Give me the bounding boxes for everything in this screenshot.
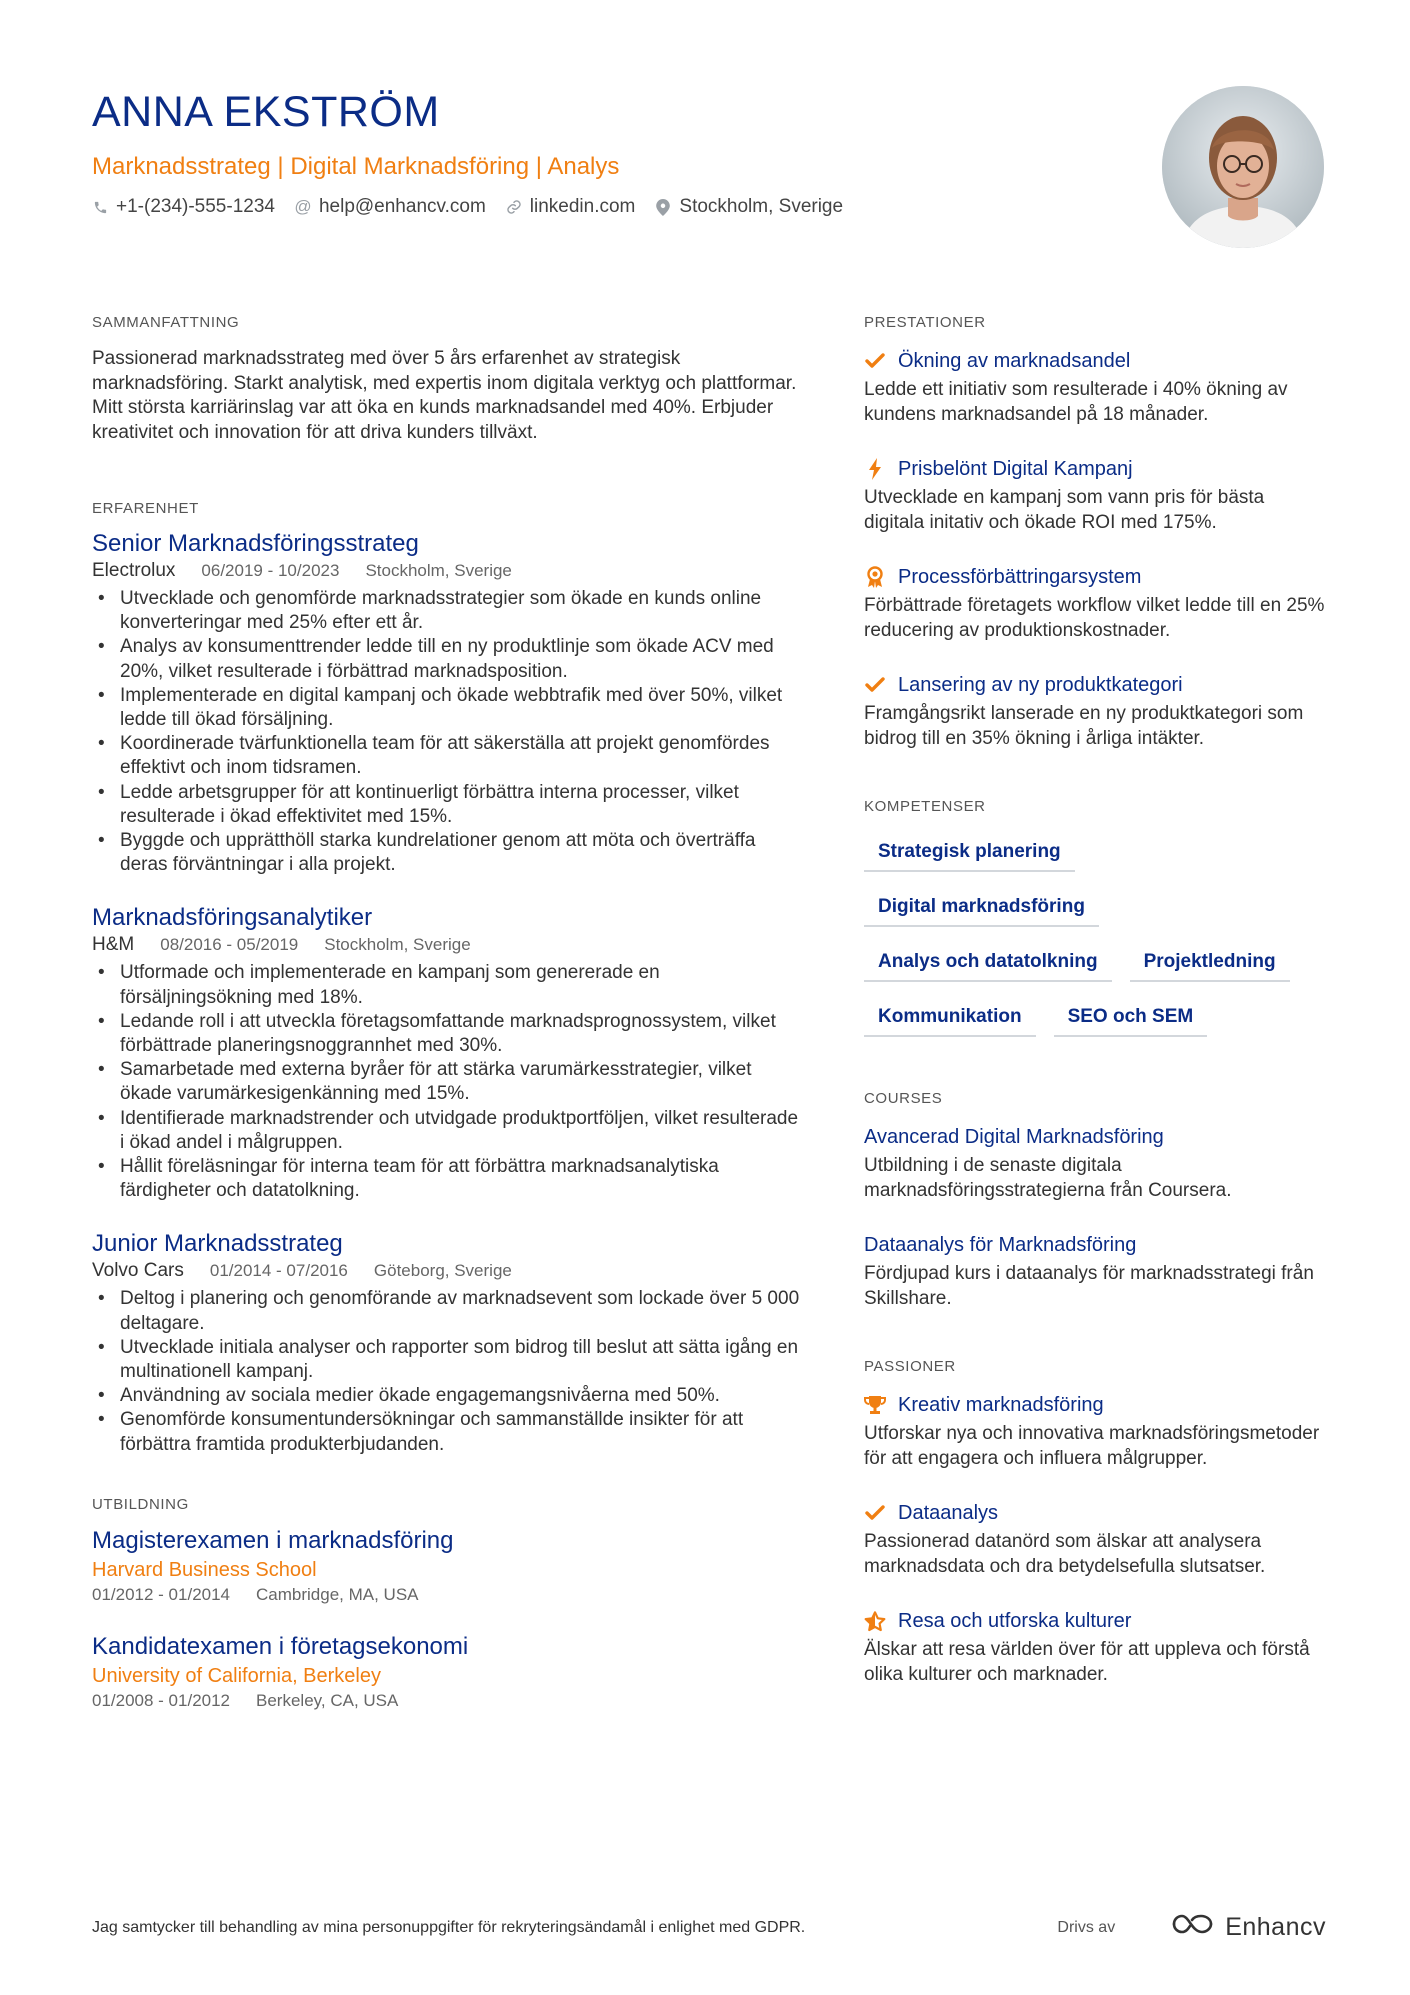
job-company: H&M <box>92 934 135 956</box>
passion-item <box>864 1391 1326 1471</box>
candidate-name: ANNA EKSTRÖM <box>92 88 440 136</box>
left-column <box>92 313 804 1737</box>
check-icon <box>864 674 886 696</box>
education-entry <box>92 1525 804 1607</box>
phone-text[interactable]: +1-(234)-555-1234 <box>116 196 275 217</box>
achievement-title: Processförbättringarsystem <box>898 566 1142 588</box>
section-title-passions: PASSIONER <box>864 1358 956 1375</box>
footer <box>92 1912 1326 1943</box>
skill-tag: Analys och datatolkning <box>864 945 1112 982</box>
school-name: Harvard Business School <box>92 1558 317 1581</box>
passion-desc: Älskar att resa världen över för att uppleva och förstå olika kulturer och marknader. <box>864 1639 1310 1685</box>
location-pin-icon <box>655 199 671 215</box>
course-desc: Utbildning i de senaste digitala marknadsföringsstrategierna från Coursera. <box>864 1155 1232 1201</box>
job-dates: 01/2014 - 07/2016 <box>209 1261 348 1281</box>
experience-entry <box>92 1229 804 1456</box>
job-bullet: • Koordinerade tvärfunktionella team för att säkerställa att projekt genomfördes effektivt och inom tidsramen. <box>92 732 804 780</box>
section-title-experience: ERFARENHET <box>92 500 199 517</box>
job-bullet: • Hållit föreläsningar för interna team för att förbättra marknadsanalytiska färdigheter och datatolkning. <box>92 1155 804 1203</box>
location-text: Stockholm, Sverige <box>679 196 844 217</box>
achievement-desc: Ledde ett initiativ som resulterade i 40% ökning av kundens marknadsandel på 18 månader. <box>864 379 1288 425</box>
job-bullet: • Ledande roll i att utveckla företagsomfattande marknadsprognossystem, vilket förbättrade planeringsnoggrannhet med 30%. <box>92 1010 804 1058</box>
skill-tag: Kommunikation <box>864 1000 1036 1037</box>
job-bullet: • Analys av konsumenttrender ledde till en ny produktlinje som ökade ACV med 20%, vilket resulterade i förbättrad marknadsposition. <box>92 635 804 683</box>
job-dates: 08/2016 - 05/2019 <box>160 935 299 955</box>
skill-tag: Projektledning <box>1130 945 1290 982</box>
job-meta <box>92 933 804 957</box>
summary-text: Passionerad marknadsstrateg med över 5 års erfarenhet av strategisk marknadsföring. Starkt analytisk, med expertis inom digitala verktyg och plattformar. Mitt största karriärinslag var att öka en kunds marknadsandel med 40%. Erbjuder kreativitet och innovation för att driva kunders tillväxt. <box>92 348 797 443</box>
course-desc: Fördjupad kurs i dataanalys för marknadsstrategi från Skillshare. <box>864 1263 1314 1309</box>
gdpr-consent: Jag samtycker till behandling av mina personuppgifter för rekryteringsändamål i enlighet med GDPR. <box>92 1918 806 1936</box>
job-location: Stockholm, Sverige <box>365 561 512 580</box>
powered-by-label: Drivs av <box>1057 1918 1116 1936</box>
job-meta <box>92 1259 804 1283</box>
achievement-desc: Förbättrade företagets workflow vilket ledde till en 25% reducering av produktionskostnader. <box>864 595 1325 641</box>
course-item <box>864 1231 1326 1311</box>
education-entry <box>92 1631 804 1713</box>
job-bullet: • Utvecklade och genomförde marknadsstrategier som ökade en kunds online konverteringar med 25% efter ett år. <box>92 587 804 635</box>
achievement-desc: Framgångsrikt lanserade en ny produktkategori som bidrog till en 35% ökning i årliga intäkter. <box>864 703 1304 749</box>
experience-entry <box>92 529 804 877</box>
achievement-desc: Utvecklade en kampanj som vann pris för bästa digitala initativ och ökade ROI med 175%. <box>864 487 1265 533</box>
candidate-title: Marknadsstrateg | Digital Marknadsföring | Analys <box>92 153 620 180</box>
enhancv-logo[interactable] <box>1171 1912 1326 1943</box>
trophy-icon <box>864 1394 886 1416</box>
education-dates: 01/2012 - 01/2014 <box>92 1584 231 1604</box>
contact-location <box>655 194 843 220</box>
enhancv-logo-icon <box>1171 1912 1217 1943</box>
course-title: Dataanalys för Marknadsföring <box>864 1234 1137 1256</box>
check-icon <box>864 1502 886 1524</box>
job-bullets <box>92 961 804 1203</box>
contact-phone <box>92 194 275 220</box>
education-meta <box>92 1689 804 1713</box>
passion-title: Resa och utforska kulturer <box>898 1610 1132 1632</box>
job-bullet: • Användning av sociala medier ökade engagemangsnivåerna med 50%. <box>92 1384 804 1408</box>
job-location: Stockholm, Sverige <box>324 935 471 955</box>
right-column <box>864 313 1326 1715</box>
job-company: Volvo Cars <box>92 1260 184 1282</box>
job-dates: 06/2019 - 10/2023 <box>201 561 340 580</box>
section-title-courses: COURSES <box>864 1090 943 1107</box>
passion-title: Kreativ marknadsföring <box>898 1394 1104 1416</box>
job-bullet: • Identifierade marknadstrender och utvidgade produktportföljen, vilket resulterade i ökad andel i målgruppen. <box>92 1107 804 1155</box>
linkedin-text[interactable]: linkedin.com <box>529 196 636 217</box>
course-item <box>864 1123 1326 1203</box>
job-title: Senior Marknadsföringsstrateg <box>92 530 419 557</box>
experience-entry <box>92 903 804 1203</box>
skill-tag: Strategisk planering <box>864 835 1075 872</box>
contact-email <box>295 194 486 220</box>
job-company: Electrolux <box>92 560 176 581</box>
email-text[interactable]: help@enhancv.com <box>318 196 486 217</box>
passion-desc: Utforskar nya och innovativa marknadsföringsmetoder för att engagera och influera målgrupper. <box>864 1423 1320 1469</box>
achievement-item <box>864 347 1326 427</box>
passions-section <box>864 1357 1326 1687</box>
achievement-item <box>864 455 1326 535</box>
achievement-title: Prisbelönt Digital Kampanj <box>898 458 1133 480</box>
passion-title: Dataanalys <box>898 1502 999 1524</box>
job-bullets <box>92 587 804 877</box>
skill-tag: SEO och SEM <box>1054 1000 1208 1037</box>
job-meta <box>92 559 804 583</box>
contact-linkedin <box>506 194 636 220</box>
passion-desc: Passionerad datanörd som älskar att analysera marknadsdata och dra betydelsefulla slutsatser. <box>864 1531 1266 1577</box>
link-icon <box>506 199 522 215</box>
job-bullet: • Genomförde konsumentundersökningar och sammanställde insikter för att förbättra framtida produkterbjudanden. <box>92 1408 804 1456</box>
achievements-section <box>864 313 1326 751</box>
job-title: Junior Marknadsstrateg <box>92 1230 343 1258</box>
skills-section <box>864 797 1326 1037</box>
lightning-icon <box>864 458 886 480</box>
education-dates: 01/2008 - 01/2012 <box>92 1690 231 1710</box>
courses-section <box>864 1089 1326 1311</box>
skills-list <box>864 835 1326 1037</box>
section-title-skills: KOMPETENSER <box>864 798 986 815</box>
check-icon <box>864 350 886 372</box>
enhancv-brand-text: Enhancv <box>1225 1913 1326 1941</box>
degree-title: Magisterexamen i marknadsföring <box>92 1526 454 1554</box>
education-section <box>92 1495 804 1713</box>
course-title: Avancerad Digital Marknadsföring <box>864 1126 1164 1148</box>
job-location: Göteborg, Sverige <box>373 1261 512 1281</box>
job-bullet: • Utformade och implementerade en kampanj som genererade en försäljningsökning med 18%. <box>92 961 804 1009</box>
education-meta <box>92 1583 804 1607</box>
achievement-title: Lansering av ny produktkategori <box>898 674 1183 696</box>
job-bullet: • Byggde och upprätthöll starka kundrelationer genom att möta och överträffa deras förväntningar i alla projekt. <box>92 829 804 877</box>
education-location: Berkeley, CA, USA <box>256 1690 399 1710</box>
degree-title: Kandidatexamen i företagsekonomi <box>92 1632 469 1660</box>
achievement-item <box>864 563 1326 643</box>
passion-item <box>864 1607 1326 1687</box>
passion-item <box>864 1499 1326 1579</box>
job-title: Marknadsföringsanalytiker <box>92 904 373 932</box>
section-title-summary: SAMMANFATTNING <box>92 314 240 331</box>
job-bullets <box>92 1287 804 1456</box>
job-bullet: • Samarbetade med externa byråer för att stärka varumärkesstrategier, vilket ökade varumärkesigenkänning med 15%. <box>92 1058 804 1106</box>
job-bullet: • Utvecklade initiala analyser och rapporter som bidrog till beslut att sätta igång en multinationell kampanj. <box>92 1336 804 1384</box>
award-icon <box>864 566 886 588</box>
school-name: University of California, Berkeley <box>92 1664 381 1687</box>
profile-photo <box>1162 86 1324 248</box>
skill-tag: Digital marknadsföring <box>864 890 1099 927</box>
experience-section <box>92 499 804 1457</box>
job-bullet: • Ledde arbetsgrupper för att kontinuerligt förbättra interna processer, vilket resulterade i ökad effektivitet med 15%. <box>92 781 804 829</box>
resume-header <box>92 84 1152 220</box>
section-title-education: UTBILDNING <box>92 1495 189 1513</box>
section-title-achievements: PRESTATIONER <box>864 314 986 331</box>
job-bullet: • Deltog i planering och genomförande av marknadsevent som lockade över 5 000 deltagare. <box>92 1287 804 1335</box>
job-bullet: • Implementerade en digital kampanj och ökade webbtrafik med över 50%, vilket ledde till ökad försäljning. <box>92 684 804 732</box>
contact-bar <box>92 194 1152 220</box>
achievement-item <box>864 671 1326 751</box>
star-icon <box>864 1610 886 1632</box>
at-icon: @ <box>294 197 312 216</box>
education-location: Cambridge, MA, USA <box>256 1584 419 1604</box>
achievement-title: Ökning av marknadsandel <box>898 350 1131 372</box>
phone-icon <box>92 199 108 215</box>
summary-section <box>92 313 804 445</box>
